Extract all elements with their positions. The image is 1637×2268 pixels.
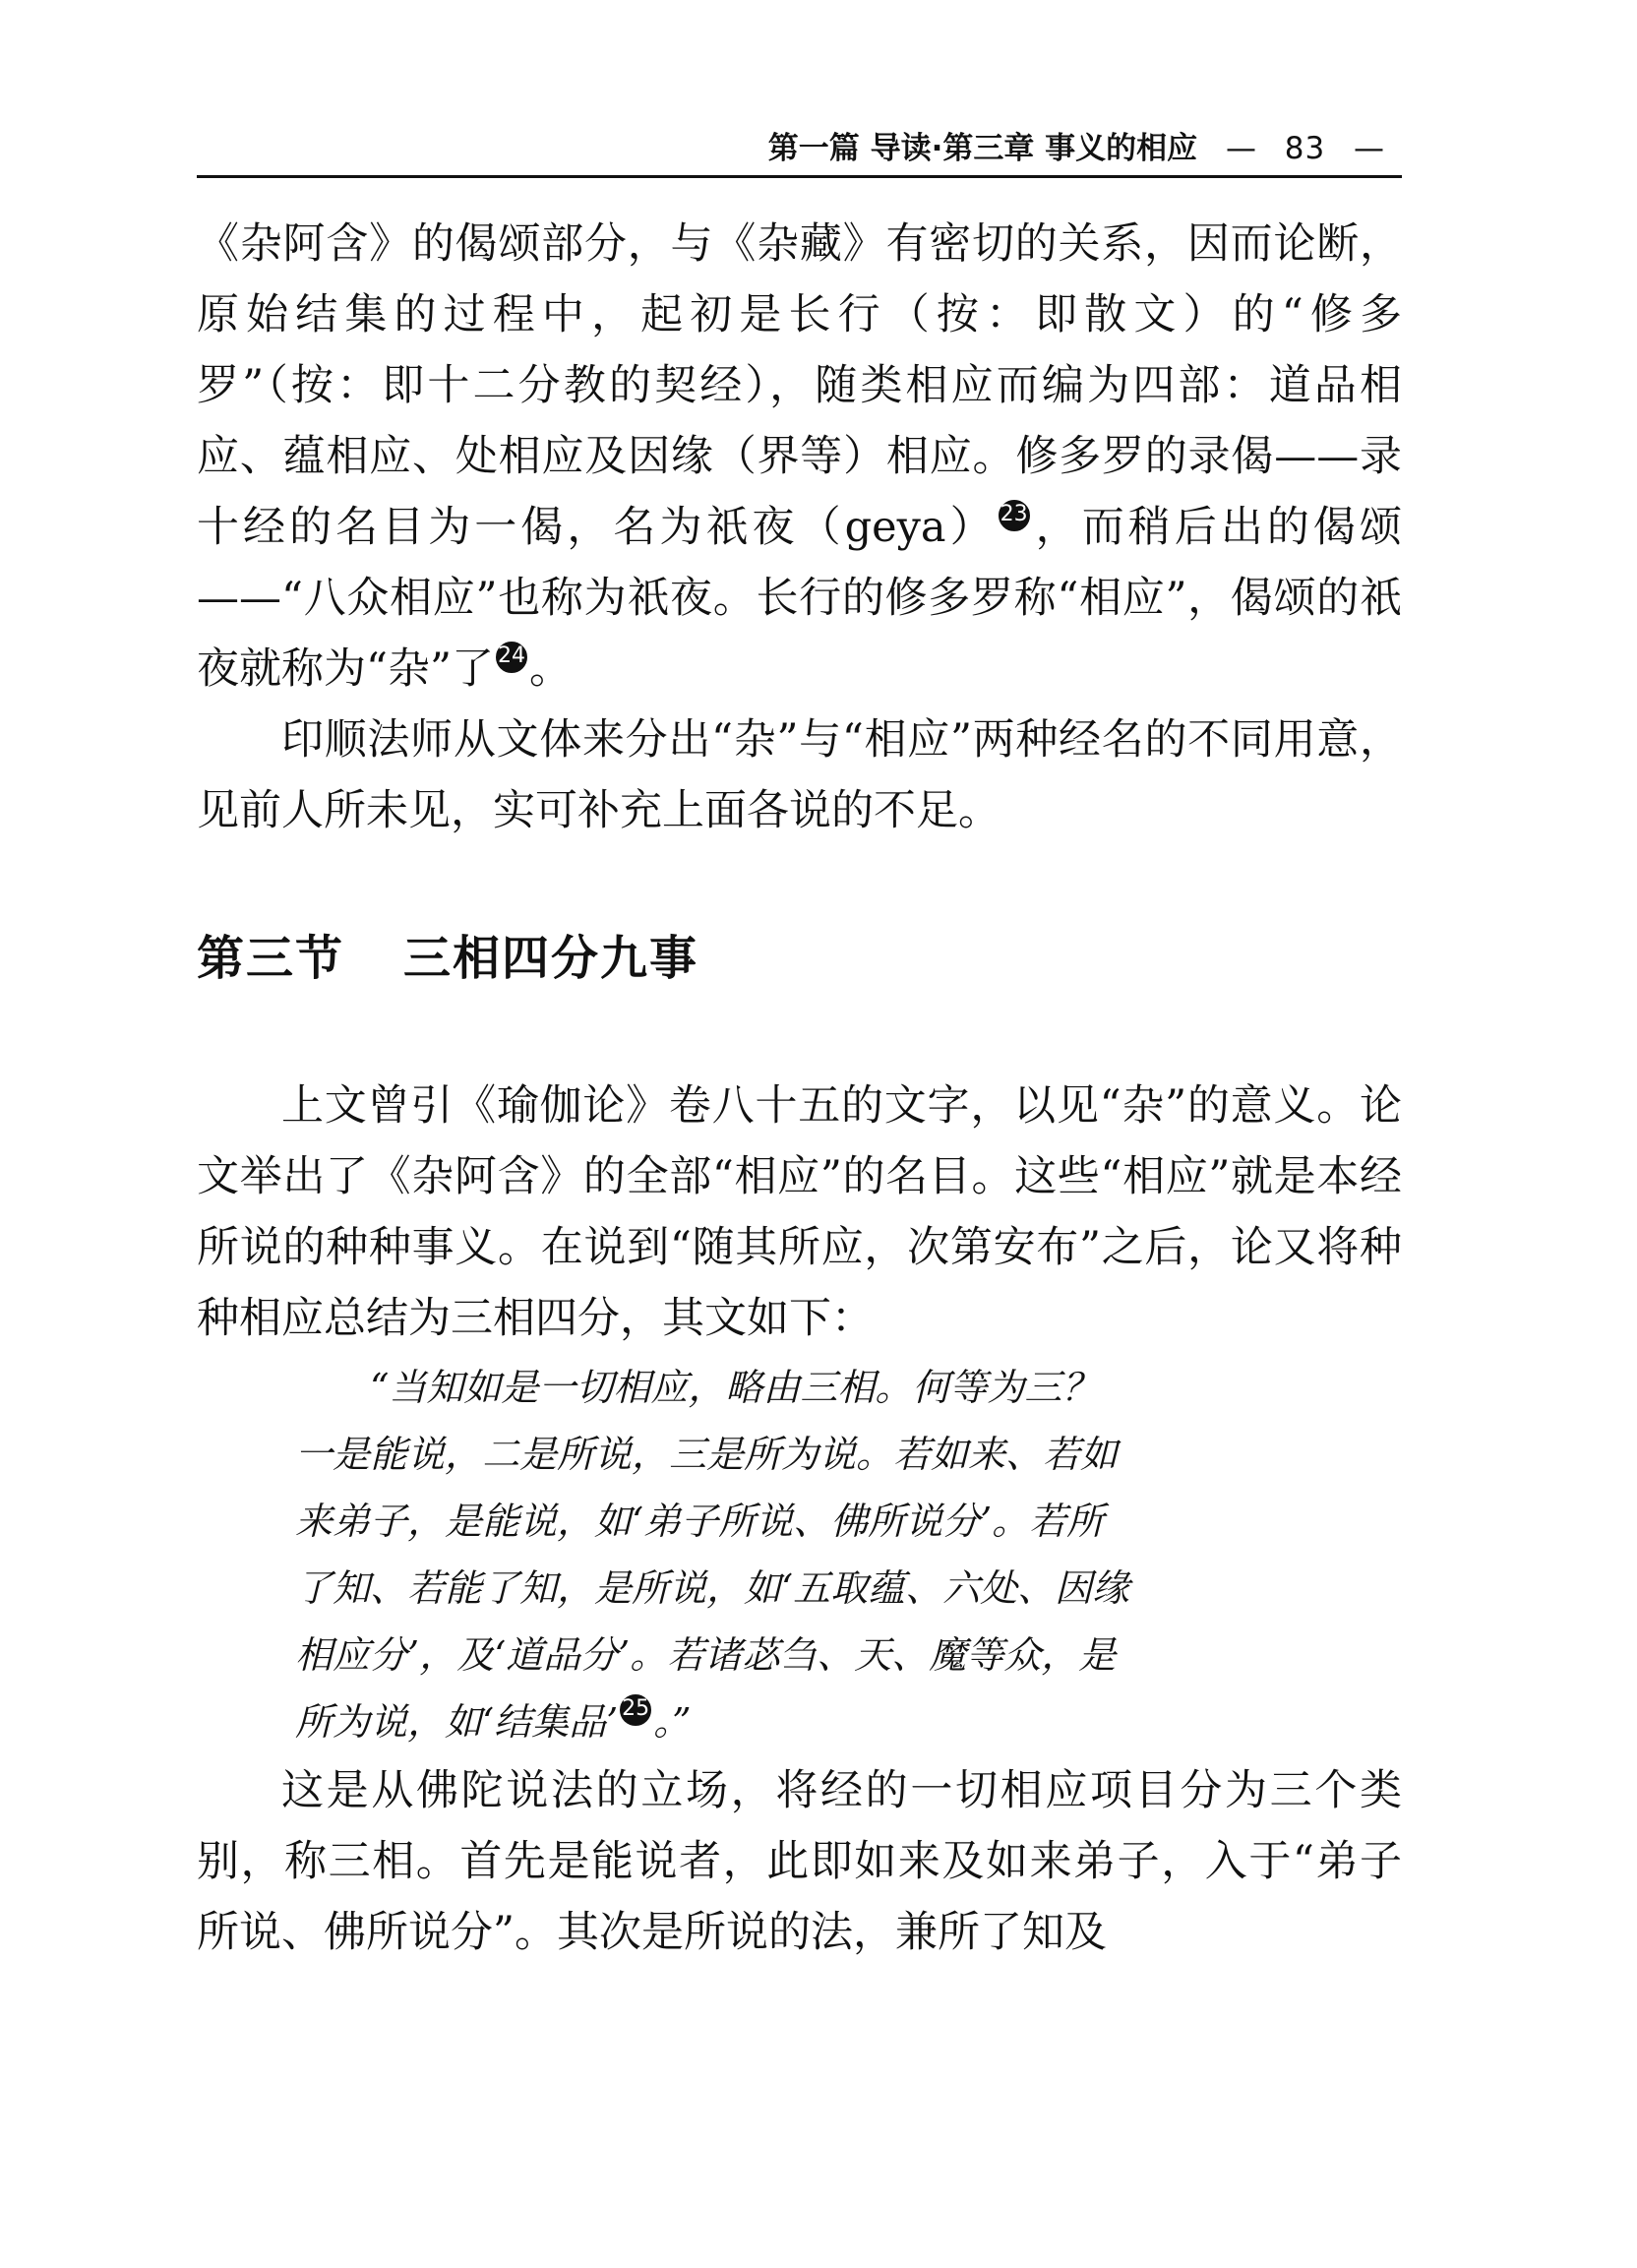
paragraph: 这是从佛陀说法的立场，将经的一切相应项目分为三个类别，称三相。首先是能说者，此即如来及如来弟子，入于“弟子所说、佛所说分”。其次是所说的法，兼所了知及 [197, 1766, 1402, 1957]
quote-text: 。” [653, 1700, 692, 1744]
page-number: 83 [1284, 131, 1326, 166]
section-heading [197, 923, 1402, 994]
footnote-marker[interactable]: 24 [496, 642, 527, 673]
block-quote [197, 1354, 1402, 1755]
paragraph-text: 《杂阿含》的偈颂部分，与《杂藏》有密切的关系，因而论断，原始结集的过程中，起初是长行（按：即散文）的“修多罗”（按：即十二分教的契经），随类相应而编为四部：道品相应、蕴相应、处相应及因缘（界等）相应。修多罗的录偈——录十经的名目为一偈，名为祇夜（geya） [197, 219, 1402, 552]
running-head-title: 第一篇 导读·第三章 事义的相应 [767, 131, 1198, 166]
running-head [197, 122, 1402, 178]
footnote-marker[interactable]: 23 [999, 500, 1030, 531]
paragraph: 上文曾引《瑜伽论》卷八十五的文字，以见“杂”的意义。论文举出了《杂阿含》的全部“相应”的名目。这些“相应”就是本经所说的种种事义。在说到“随其所应，次第安布”之后，论又将种种相应总结为三相四分，其文如下： [197, 1081, 1402, 1343]
running-head-dash-left: — [1225, 131, 1256, 166]
quote-line: 相应分’，及‘道品分’。若诸苾刍、天、魔等众，是 [295, 1633, 1117, 1677]
paragraph-text: ，而稍后出的偈颂——“八众相应”也称为祇夜。长行的修多罗称“相应”，偈颂的祇夜就称为“杂”了 [197, 503, 1403, 694]
quote-line-last [295, 1688, 1313, 1755]
quote-line: 来弟子，是能说，如‘弟子所说、佛所说分’。若所 [295, 1500, 1105, 1543]
paragraph-text: 。 [528, 644, 572, 694]
paragraph: 印顺法师从文体来分出“杂”与“相应”两种经名的不同用意，见前人所未见，实可补充上面各说的不足。 [197, 715, 1402, 835]
quote-line: 一是能说，二是所说，三是所为说。若如来、若如 [295, 1433, 1119, 1476]
quote-line: 了知、若能了知，是所说，如‘五取蕴、六处、因缘 [295, 1566, 1130, 1610]
paragraph-continued [197, 209, 1402, 705]
quote-line: “当知如是一切相应，略由三相。何等为三？ [370, 1366, 1100, 1409]
quote-text: 所为说，如‘结集品’ [295, 1700, 619, 1744]
section-number: 第三节 [197, 931, 345, 986]
body-text [197, 209, 1402, 1968]
running-head-dash-right: — [1354, 131, 1384, 166]
footnote-marker[interactable]: 25 [620, 1694, 651, 1726]
section-title: 三相四分九事 [403, 931, 699, 986]
